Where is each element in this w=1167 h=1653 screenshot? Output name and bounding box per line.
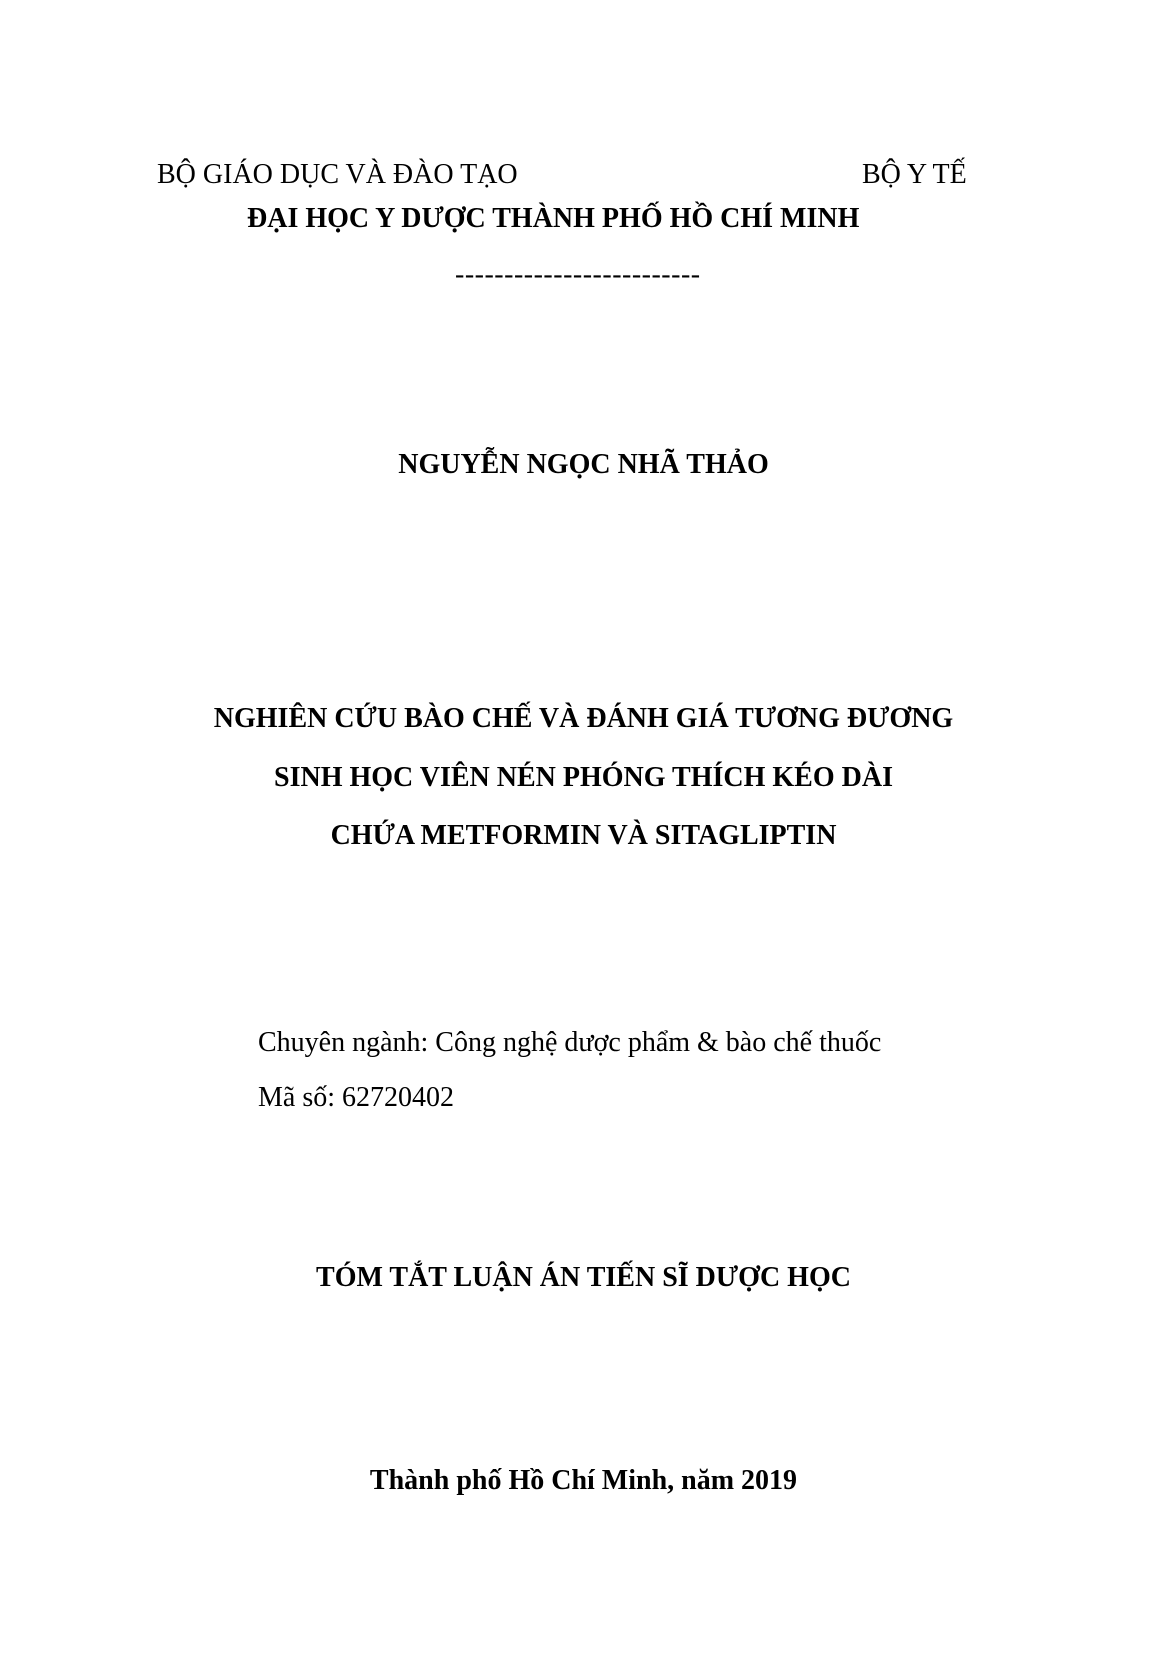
university-name: ĐẠI HỌC Y DƯỢC THÀNH PHỐ HỒ CHÍ MINH [247, 203, 860, 234]
thesis-title-line-3: CHỨA METFORMIN VÀ SITAGLIPTIN [330, 820, 837, 851]
ministry-health-label: BỘ Y TẾ [862, 159, 967, 190]
specialty-label: Chuyên ngành: Công nghệ dược phẩm & bào chế thuốc [258, 1027, 882, 1058]
author-name: NGUYỄN NGỌC NHÃ THẢO [398, 449, 769, 480]
place-and-year: Thành phố Hồ Chí Minh, năm 2019 [369, 1465, 798, 1496]
ministry-education-label: BỘ GIÁO DỤC VÀ ĐÀO TẠO [157, 159, 518, 190]
document-type: TÓM TẮT LUẬN ÁN TIẾN SĨ DƯỢC HỌC [316, 1262, 851, 1293]
thesis-title-line-2: SINH HỌC VIÊN NÉN PHÓNG THÍCH KÉO DÀI [274, 762, 893, 793]
header-divider: ------------------------- [455, 259, 701, 290]
thesis-title-line-1: NGHIÊN CỨU BÀO CHẾ VÀ ĐÁNH GIÁ TƯƠNG ĐƯƠNG [213, 703, 954, 734]
specialty-code: Mã số: 62720402 [258, 1082, 454, 1113]
